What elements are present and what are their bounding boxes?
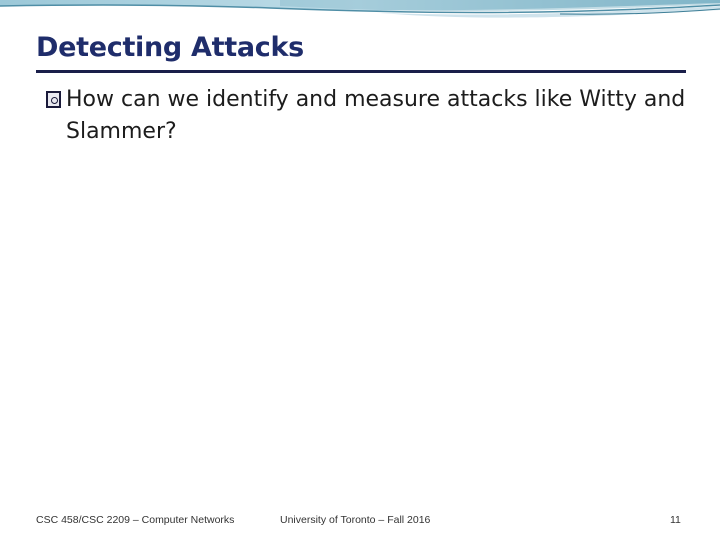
footer-institution: University of Toronto – Fall 2016: [280, 514, 431, 526]
header-banner-graphic: [0, 0, 720, 24]
page-number: 11: [670, 514, 681, 526]
bullet-item: [46, 84, 686, 148]
title-underline: [36, 70, 686, 73]
bullet-list: [46, 84, 686, 148]
footer-course: CSC 458/CSC 2209 – Computer Networks: [36, 514, 235, 526]
slide-title: Detecting Attacks: [36, 32, 304, 63]
bullet-marker-icon: [46, 91, 61, 108]
bullet-text: How can we identify and measure attacks like Witty and Slammer?: [66, 87, 686, 144]
